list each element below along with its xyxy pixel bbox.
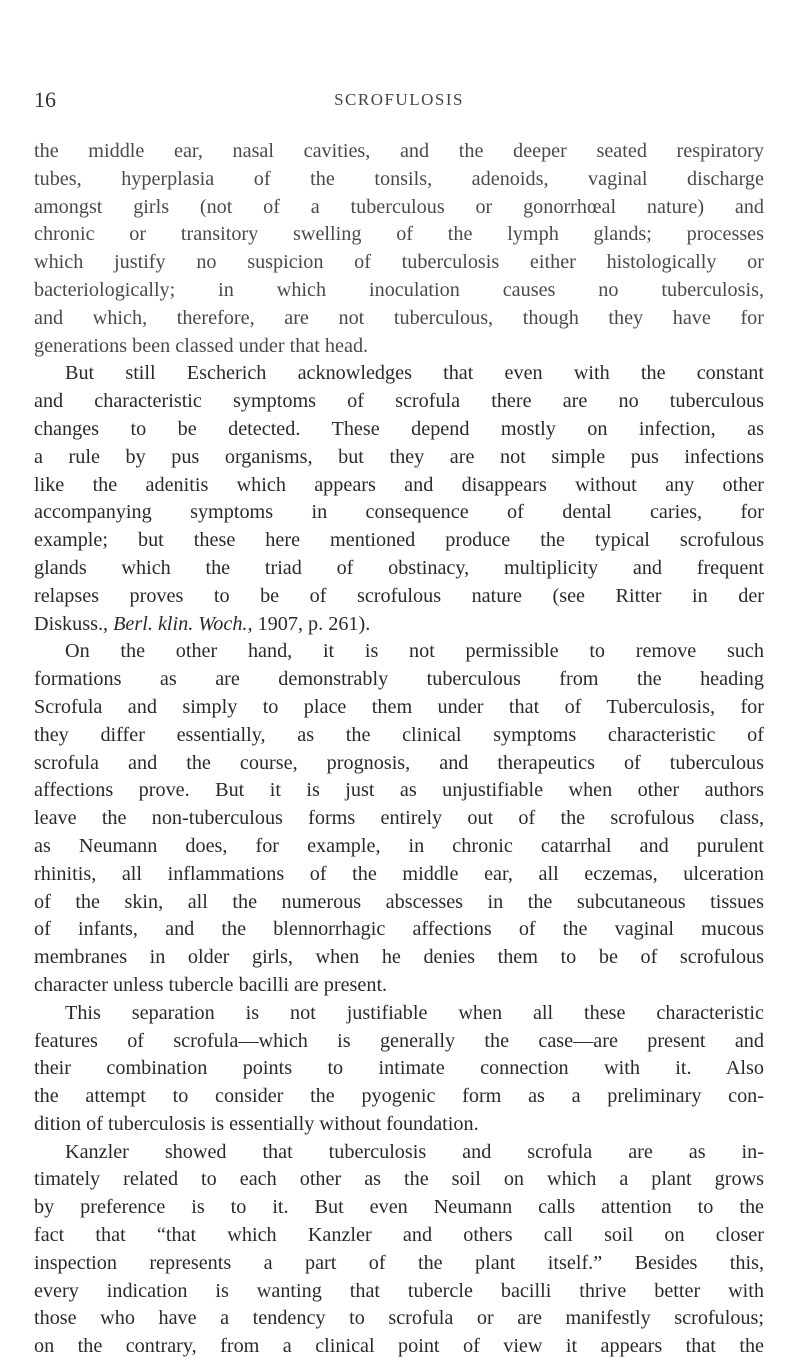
- text-line: of infants, and the blennorrhagic affections of the vaginal mucous: [34, 918, 764, 941]
- running-title: SCROFULOSIS: [334, 90, 464, 109]
- text-line: fact that “that which Kanzler and others call soil on closer: [34, 1224, 764, 1247]
- text-line: rhinitis, all inflammations of the middle ear, all eczemas, ulceration: [34, 862, 764, 885]
- text-line: Diskuss., Berl. klin. Woch., 1907, p. 261).: [34, 612, 371, 635]
- text-line: formations as are demonstrably tuberculous from the heading: [34, 668, 764, 691]
- text-line: timately related to each other as the soil on which a plant grows: [34, 1168, 764, 1191]
- text-line: character unless tubercle bacilli are present.: [34, 973, 388, 996]
- text-line: example; but these here mentioned produce the typical scrofulous: [34, 529, 764, 552]
- text-line: dition of tuberculosis is essentially without foundation.: [34, 1112, 479, 1135]
- text-line: affections prove. But it is just as unjustifiable when other authors: [34, 779, 764, 802]
- text-line: the middle ear, nasal cavities, and the deeper seated respiratory: [34, 140, 764, 162]
- text-line: their combination points to intimate connection with it. Also: [34, 1057, 764, 1080]
- text-line: accompanying symptoms in consequence of dental caries, for: [34, 501, 764, 524]
- text-line: those who have a tendency to scrofula or are manifestly scrofulous;: [34, 1307, 764, 1330]
- text-line: glands which the triad of obstinacy, multiplicity and frequent: [34, 556, 764, 579]
- text-line: On the other hand, it is not permissible to remove such: [65, 640, 764, 663]
- body-text: [34, 138, 764, 1361]
- text-line: chronic or transitory swelling of the lymph glands; processes: [34, 223, 764, 246]
- text-line: bacteriologically; in which inoculation causes no tuberculosis,: [34, 278, 764, 301]
- running-head: [34, 86, 764, 116]
- text-line: and characteristic symptoms of scrofula there are no tuberculous: [34, 390, 764, 413]
- text-line: relapses proves to be of scrofulous nature (see Ritter in der: [34, 584, 764, 607]
- text-line: generations been classed under that head.: [34, 334, 369, 357]
- text-line: as Neumann does, for example, in chronic catarrhal and purulent: [34, 834, 764, 857]
- journal-citation: Berl. klin. Woch.: [113, 612, 248, 635]
- text-line: and which, therefore, are not tuberculous, though they have for: [34, 306, 764, 329]
- text-line: like the adenitis which appears and disappears without any other: [34, 473, 764, 496]
- text-line: This separation is not justifiable when all these characteristic: [65, 1001, 764, 1024]
- text-line: the attempt to consider the pyogenic form as a preliminary con-: [34, 1085, 764, 1108]
- text-line: every indication is wanting that tubercle bacilli thrive better with: [34, 1279, 764, 1302]
- text-line: on the contrary, from a clinical point of view it appears that the: [34, 1335, 764, 1358]
- text-line: leave the non-tuberculous forms entirely out of the scrofulous class,: [34, 807, 764, 830]
- text-line: amongst girls (not of a tuberculous or gonorrhœal nature) and: [34, 195, 764, 218]
- text-line: inspection represents a part of the plant itself.” Besides this,: [34, 1251, 764, 1274]
- text-line: a rule by pus organisms, but they are not simple pus infections: [34, 445, 764, 468]
- text-line: which justify no suspicion of tuberculosis either histologically or: [34, 251, 764, 274]
- page-number: 16: [34, 87, 56, 112]
- text-line: Scrofula and simply to place them under that of Tuberculosis, for: [34, 695, 764, 718]
- text-line: tubes, hyperplasia of the tonsils, adenoids, vaginal discharge: [34, 167, 764, 190]
- text-line: by preference is to it. But even Neumann calls attention to the: [34, 1196, 764, 1219]
- text-line: But still Escherich acknowledges that even with the constant: [65, 362, 764, 385]
- text-line: of the skin, all the numerous abscesses in the subcutaneous tissues: [34, 890, 764, 913]
- text-line: scrofula and the course, prognosis, and therapeutics of tuberculous: [34, 751, 764, 774]
- text-line: Kanzler showed that tuberculosis and scrofula are as in-: [65, 1140, 764, 1163]
- text-line: features of scrofula—which is generally the case—are present and: [34, 1029, 764, 1052]
- text-line: membranes in older girls, when he denies them to be of scrofulous: [34, 946, 764, 969]
- text-line: they differ essentially, as the clinical symptoms characteristic of: [34, 723, 764, 746]
- text-line: changes to be detected. These depend mostly on infection, as: [34, 417, 764, 440]
